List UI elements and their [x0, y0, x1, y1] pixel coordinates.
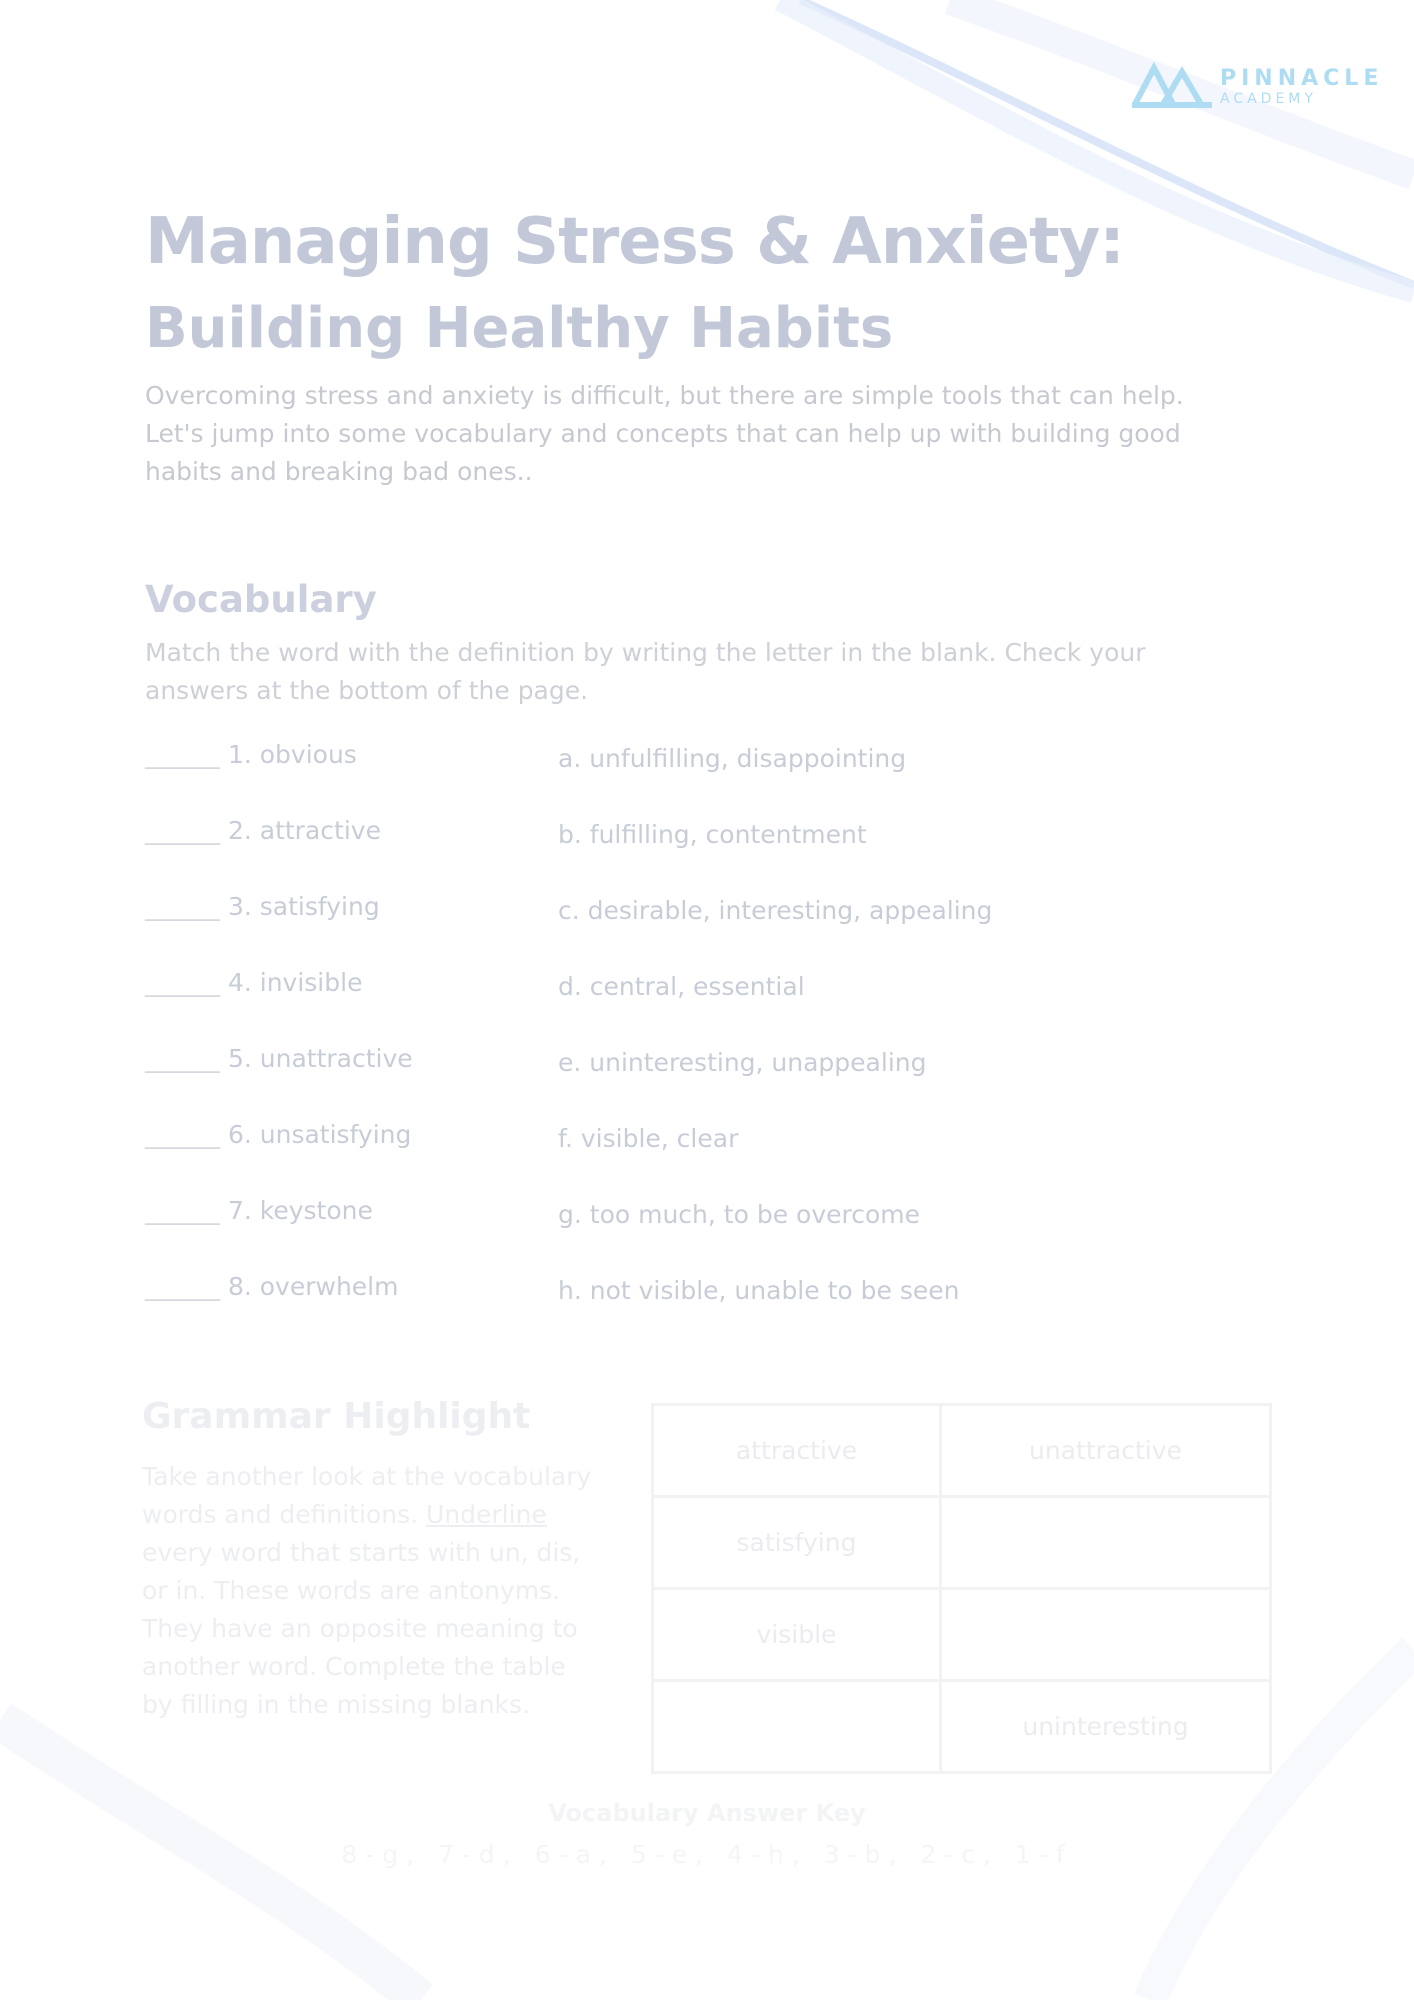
table-cell: visible: [653, 1589, 941, 1681]
vocab-item: [145, 1120, 1205, 1160]
intro-paragraph: Overcoming stress and anxiety is difficult, but there are simple tools that can help. Let's jump into some vocabulary and concepts that can help up with building good habits and breaking bad ones..: [145, 381, 1184, 486]
answer-blank[interactable]: ______: [145, 1272, 220, 1301]
table-row: [653, 1405, 1271, 1497]
vocab-word: [145, 740, 357, 769]
vocab-item: [145, 816, 1205, 856]
page-title: Managing Stress & Anxiety:: [145, 205, 1124, 279]
mountain-icon: [1132, 62, 1214, 108]
vocab-term: 7. keystone: [227, 1196, 373, 1225]
logo-subtext: ACADEMY: [1220, 91, 1317, 107]
answer-blank[interactable]: ______: [145, 1044, 220, 1073]
vocab-definition: h. not visible, unable to be seen: [558, 1276, 960, 1305]
table-blank-cell[interactable]: [941, 1497, 1271, 1589]
vocab-term: 2. attractive: [227, 816, 381, 845]
vocab-word: [145, 1120, 411, 1149]
vocab-definition: d. central, essential: [558, 972, 805, 1001]
answer-blank[interactable]: ______: [145, 1196, 220, 1225]
vocab-definition: g. too much, to be overcome: [558, 1200, 920, 1229]
table-cell: unattractive: [941, 1405, 1271, 1497]
grammar-heading: Grammar Highlight: [142, 1396, 531, 1437]
vocabulary-instructions: Match the word with the definition by writing the letter in the blank. Check your answers at the bottom of the page.: [145, 638, 1146, 705]
table-row: [653, 1589, 1271, 1681]
vocab-item: [145, 1272, 1205, 1312]
vocab-item: [145, 892, 1205, 932]
table-row: [653, 1497, 1271, 1589]
vocab-word: [145, 892, 380, 921]
pinnacle-academy-logo: [1132, 58, 1384, 114]
answer-blank[interactable]: ______: [145, 816, 220, 845]
vocab-item: [145, 1044, 1205, 1084]
grammar-text-part1: Take another look at the vocabulary words and definitions.: [142, 1462, 592, 1529]
grammar-text-part2: every word that starts with un, dis, or in. These words are antonyms. They have an opposite meaning to another word. Complete the table by filling in the missing blanks.: [142, 1538, 581, 1719]
vocab-definition: b. fulfilling, contentment: [558, 820, 867, 849]
vocab-term: 6. unsatisfying: [227, 1120, 412, 1149]
grammar-paragraph: [142, 1458, 592, 1724]
table-blank-cell[interactable]: [941, 1589, 1271, 1681]
table-cell: attractive: [653, 1405, 941, 1497]
table-row: [653, 1681, 1271, 1773]
vocab-definition: c. desirable, interesting, appealing: [558, 896, 993, 925]
vocabulary-heading: Vocabulary: [145, 578, 377, 621]
answer-key-heading: Vocabulary Answer Key: [548, 1799, 866, 1827]
vocab-definition: f. visible, clear: [558, 1124, 739, 1153]
vocab-word: [145, 968, 362, 997]
vocab-term: 8. overwhelm: [227, 1272, 399, 1301]
vocab-item: [145, 1196, 1205, 1236]
table-cell: uninteresting: [941, 1681, 1271, 1773]
table-cell: satisfying: [653, 1497, 941, 1589]
vocab-word: [145, 1044, 413, 1073]
vocab-definition: e. uninteresting, unappealing: [558, 1048, 927, 1077]
vocab-term: 3. satisfying: [227, 892, 380, 921]
answer-blank[interactable]: ______: [145, 968, 220, 997]
logo-wordmark: PINNACLE: [1220, 66, 1384, 91]
vocab-item: [145, 740, 1205, 780]
vocab-definition: a. unfulfilling, disappointing: [558, 744, 907, 773]
antonym-table: [651, 1403, 1272, 1774]
vocab-term: 1. obvious: [227, 740, 357, 769]
page-subtitle: Building Healthy Habits: [145, 296, 894, 361]
vocab-term: 5. unattractive: [227, 1044, 413, 1073]
answer-blank[interactable]: ______: [145, 892, 220, 921]
vocab-word: [145, 1196, 373, 1225]
answer-key-text: 8-g, 7-d, 6-a, 5-e, 4-h, 3-b, 2-c, 1-f: [341, 1840, 1073, 1869]
vocab-item: [145, 968, 1205, 1008]
table-blank-cell[interactable]: [653, 1681, 941, 1773]
underline-word: Underline: [426, 1500, 547, 1529]
vocab-word: [145, 1272, 398, 1301]
answer-blank[interactable]: ______: [145, 740, 220, 769]
vocab-term: 4. invisible: [227, 968, 363, 997]
vocab-word: [145, 816, 381, 845]
answer-blank[interactable]: ______: [145, 1120, 220, 1149]
